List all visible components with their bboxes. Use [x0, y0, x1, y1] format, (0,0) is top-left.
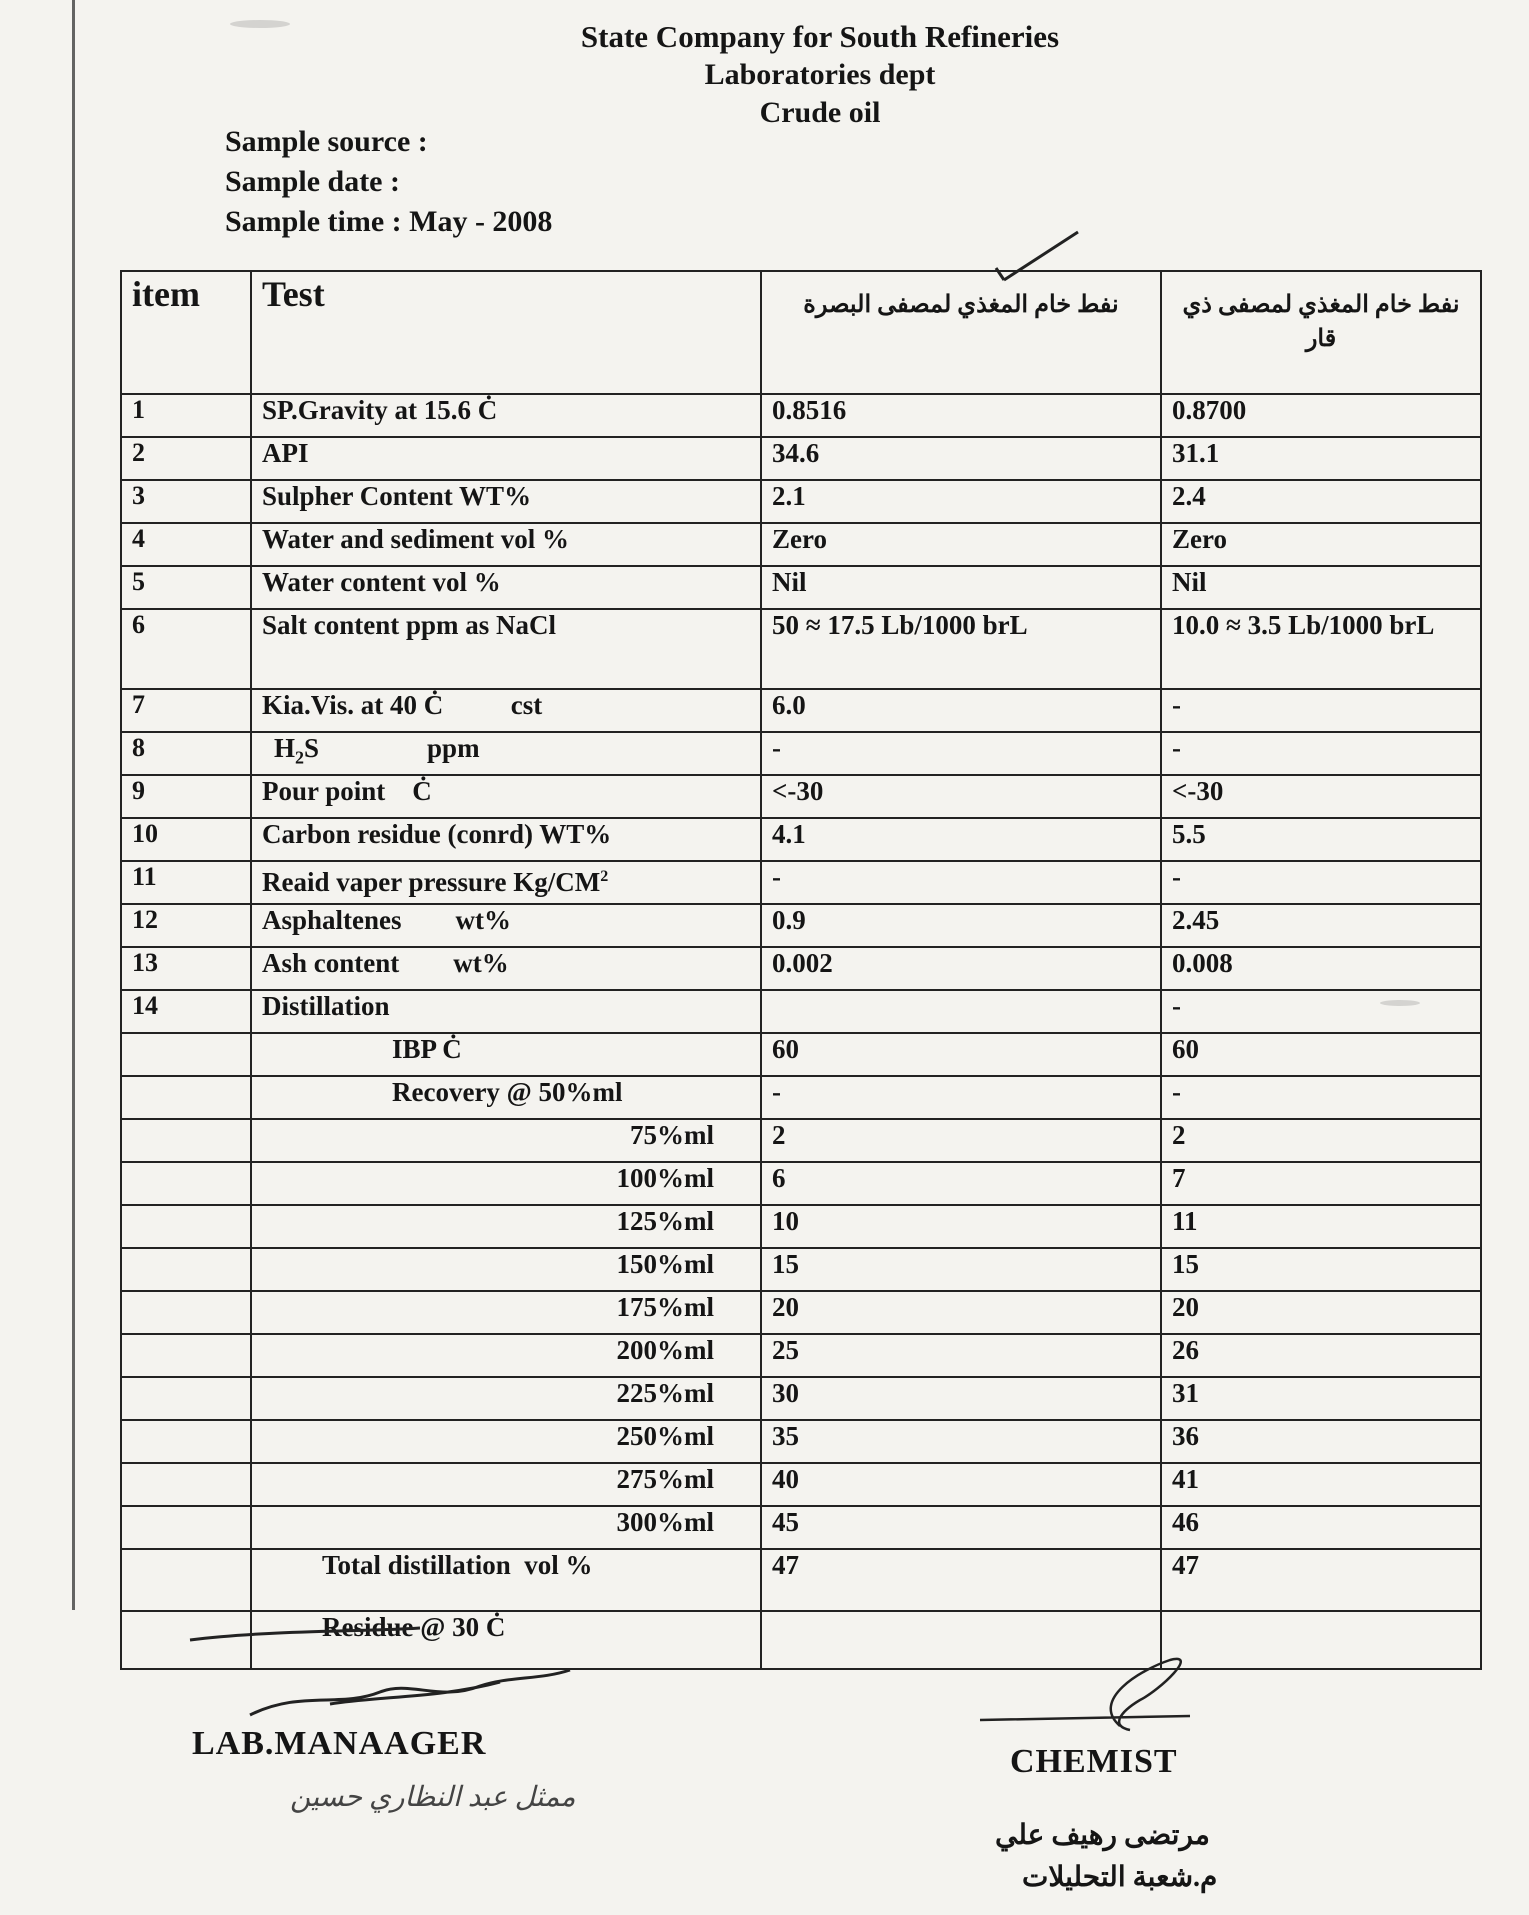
item-number: 5: [121, 566, 251, 609]
value-basra: -: [761, 861, 1161, 904]
chemist-title: CHEMIST: [1010, 1743, 1178, 1780]
test-name: Distillation: [251, 990, 761, 1033]
item-number: 1: [121, 394, 251, 437]
value-dhi-qar: -: [1161, 732, 1481, 775]
value-basra: Nil: [761, 566, 1161, 609]
item-number: 10: [121, 818, 251, 861]
item-number: [121, 1291, 251, 1334]
lab-manager-name: ممثل عبد النظاري حسين: [290, 1782, 576, 1813]
header-item: item: [121, 271, 251, 394]
value-dhi-qar: 36: [1161, 1420, 1481, 1463]
table-row: [121, 609, 1481, 689]
test-name: Asphaltenes wt%: [251, 904, 761, 947]
item-number: 13: [121, 947, 251, 990]
test-name: 275%ml: [251, 1463, 761, 1506]
value-basra: 20: [761, 1291, 1161, 1334]
test-name: 175%ml: [251, 1291, 761, 1334]
lab-manager-title: LAB.MANAAGER: [192, 1725, 487, 1762]
table-row: [121, 523, 1481, 566]
item-number: [121, 1420, 251, 1463]
test-name: 200%ml: [251, 1334, 761, 1377]
value-dhi-qar: 7: [1161, 1162, 1481, 1205]
item-number: [121, 1377, 251, 1420]
item-number: 2: [121, 437, 251, 480]
value-basra: 0.8516: [761, 394, 1161, 437]
value-basra: 6: [761, 1162, 1161, 1205]
chemist-name: مرتضى رهيف علي: [995, 1820, 1210, 1851]
sample-source: Sample source :: [225, 125, 428, 158]
item-number: 11: [121, 861, 251, 904]
value-dhi-qar: 60: [1161, 1033, 1481, 1076]
value-basra: -: [761, 1076, 1161, 1119]
test-name: Water and sediment vol %: [251, 523, 761, 566]
item-number: [121, 1334, 251, 1377]
distillation-row: [121, 1377, 1481, 1420]
header-test: Test: [251, 271, 761, 394]
item-number: 4: [121, 523, 251, 566]
value-basra: 2.1: [761, 480, 1161, 523]
value-dhi-qar: 20: [1161, 1291, 1481, 1334]
table-row: [121, 480, 1481, 523]
value-basra: 2: [761, 1119, 1161, 1162]
item-number: 6: [121, 609, 251, 689]
value-basra: 40: [761, 1463, 1161, 1506]
product-name: Crude oil: [759, 96, 881, 129]
value-dhi-qar: 2: [1161, 1119, 1481, 1162]
sample-date: Sample date :: [225, 165, 400, 198]
value-dhi-qar: <-30: [1161, 775, 1481, 818]
table-row: [121, 904, 1481, 947]
table-row: [121, 437, 1481, 480]
value-basra: 15: [761, 1248, 1161, 1291]
item-number: 8: [121, 732, 251, 775]
item-number: 12: [121, 904, 251, 947]
test-name: 225%ml: [251, 1377, 761, 1420]
distillation-row: [121, 1334, 1481, 1377]
test-name: Pour point Ċ: [251, 775, 761, 818]
test-name: IBP Ċ: [251, 1033, 761, 1076]
value-basra: 6.0: [761, 689, 1161, 732]
value-dhi-qar: 31.1: [1161, 437, 1481, 480]
value-dhi-qar: -: [1161, 689, 1481, 732]
value-dhi-qar: 15: [1161, 1248, 1481, 1291]
value-basra: 45: [761, 1506, 1161, 1549]
distillation-row: [121, 1162, 1481, 1205]
value-dhi-qar: 2.45: [1161, 904, 1481, 947]
test-name: [251, 861, 761, 904]
scan-edge: [72, 0, 75, 1610]
table-row: [121, 861, 1481, 904]
test-name: 250%ml: [251, 1420, 761, 1463]
lab-manager-signature: [180, 1620, 580, 1730]
header-dhi-qar-refinery: نفط خام المغذي لمصفى ذي قار: [1161, 271, 1481, 394]
value-dhi-qar: 41: [1161, 1463, 1481, 1506]
item-number: 9: [121, 775, 251, 818]
chemist-role: م.شعبة التحليلات: [1022, 1862, 1218, 1893]
item-number: [121, 1119, 251, 1162]
item-number: 3: [121, 480, 251, 523]
value-basra: 34.6: [761, 437, 1161, 480]
value-basra: Zero: [761, 523, 1161, 566]
value-basra: 30: [761, 1377, 1161, 1420]
test-name: 75%ml: [251, 1119, 761, 1162]
table-row: [121, 689, 1481, 732]
table-row: [121, 394, 1481, 437]
distillation-row: [121, 1291, 1481, 1334]
test-name: 300%ml: [251, 1506, 761, 1549]
value-dhi-qar: 5.5: [1161, 818, 1481, 861]
test-name: Water content vol %: [251, 566, 761, 609]
value-basra: 35: [761, 1420, 1161, 1463]
test-name: API: [251, 437, 761, 480]
distillation-row: [121, 1205, 1481, 1248]
value-basra: 10: [761, 1205, 1161, 1248]
sample-info: [225, 122, 552, 242]
test-name-main: Reaid vaper pressure Kg/CM: [262, 867, 601, 897]
sample-time: Sample time : May - 2008: [225, 205, 553, 238]
item-number: [121, 1162, 251, 1205]
table-row: [121, 818, 1481, 861]
distillation-row: [121, 1420, 1481, 1463]
test-name: Sulpher Content WT%: [251, 480, 761, 523]
test-name: Residue @ 30 Ċ: [251, 1611, 761, 1669]
value-dhi-qar: 0.008: [1161, 947, 1481, 990]
chemist-signature: [970, 1640, 1210, 1740]
item-number: 14: [121, 990, 251, 1033]
item-number: [121, 1549, 251, 1611]
value-basra: <-30: [761, 775, 1161, 818]
test-name: [251, 732, 761, 775]
test-name-superscript: 2: [600, 868, 609, 885]
table-row: [121, 775, 1481, 818]
department-name: Laboratories dept: [704, 58, 936, 91]
item-number: [121, 1076, 251, 1119]
distillation-row-recovery: [121, 1076, 1481, 1119]
value-basra: 25: [761, 1334, 1161, 1377]
value-basra: 60: [761, 1033, 1161, 1076]
table-row: [121, 566, 1481, 609]
item-number: 7: [121, 689, 251, 732]
value-dhi-qar: Nil: [1161, 566, 1481, 609]
test-name-tail: S ppm: [304, 733, 480, 763]
value-dhi-qar: 31: [1161, 1377, 1481, 1420]
header-basra-refinery: نفط خام المغذي لمصفى البصرة: [761, 271, 1161, 394]
value-dhi-qar: Zero: [1161, 523, 1481, 566]
value-dhi-qar: -: [1161, 990, 1481, 1033]
table-row: [121, 947, 1481, 990]
test-name: Salt content ppm as NaCl: [251, 609, 761, 689]
document-header: [420, 18, 1220, 132]
table-header-row: [121, 271, 1481, 394]
item-number: [121, 1506, 251, 1549]
value-basra: 50 ≈ 17.5 Lb/1000 brL: [761, 609, 1161, 689]
item-number: [121, 1033, 251, 1076]
company-name: State Company for South Refineries: [580, 19, 1060, 54]
item-number: [121, 1205, 251, 1248]
value-basra: 47: [761, 1549, 1161, 1611]
value-dhi-qar: 46: [1161, 1506, 1481, 1549]
value-dhi-qar: 10.0 ≈ 3.5 Lb/1000 brL: [1161, 609, 1481, 689]
item-number: [121, 1248, 251, 1291]
test-name: Recovery @ 50%ml: [251, 1076, 761, 1119]
distillation-row-ibp: [121, 1033, 1481, 1076]
value-dhi-qar: 47: [1161, 1549, 1481, 1611]
distillation-row: [121, 1119, 1481, 1162]
distillation-row-total: [121, 1549, 1481, 1611]
value-dhi-qar: -: [1161, 1076, 1481, 1119]
value-basra: -: [761, 732, 1161, 775]
distillation-row: [121, 1506, 1481, 1549]
value-dhi-qar: 26: [1161, 1334, 1481, 1377]
lab-results-table: [120, 270, 1482, 1670]
test-name-main: H: [274, 733, 296, 763]
value-dhi-qar: 11: [1161, 1205, 1481, 1248]
value-dhi-qar: 2.4: [1161, 480, 1481, 523]
value-basra: 4.1: [761, 818, 1161, 861]
test-name: 125%ml: [251, 1205, 761, 1248]
value-dhi-qar: -: [1161, 861, 1481, 904]
test-name: 150%ml: [251, 1248, 761, 1291]
test-name: Kia.Vis. at 40 Ċ cst: [251, 689, 761, 732]
table-row: [121, 990, 1481, 1033]
value-basra: 0.002: [761, 947, 1161, 990]
value-dhi-qar: 0.8700: [1161, 394, 1481, 437]
test-name: Total distillation vol %: [251, 1549, 761, 1611]
table-row: [121, 732, 1481, 775]
distillation-row: [121, 1248, 1481, 1291]
test-name-subscript: 2: [295, 747, 305, 768]
test-name: 100%ml: [251, 1162, 761, 1205]
test-name: SP.Gravity at 15.6 Ċ: [251, 394, 761, 437]
item-number: [121, 1463, 251, 1506]
test-name: Ash content wt%: [251, 947, 761, 990]
distillation-row: [121, 1463, 1481, 1506]
value-basra: 0.9: [761, 904, 1161, 947]
test-name: Carbon residue (conrd) WT%: [251, 818, 761, 861]
value-basra: [761, 990, 1161, 1033]
scan-noise: [230, 20, 290, 28]
